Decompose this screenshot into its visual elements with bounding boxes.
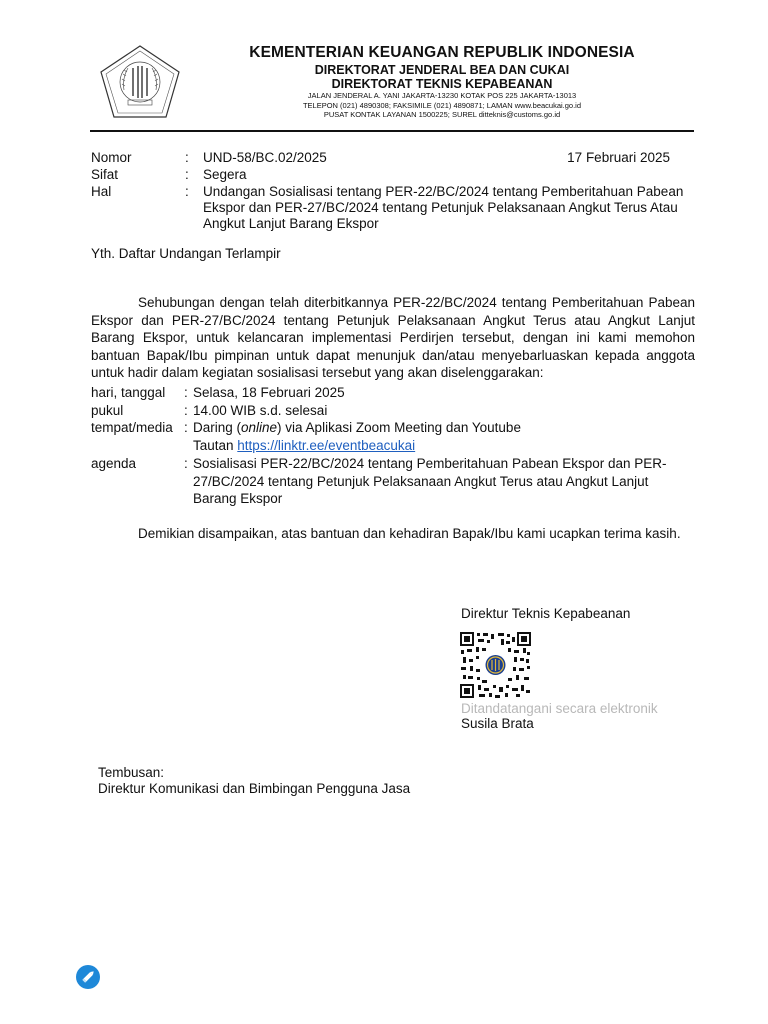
time-value: 14.00 WIB s.d. selesai bbox=[193, 403, 328, 418]
sifat-value: Segera bbox=[203, 167, 247, 182]
esign-note: Ditandatangani secara elektronik bbox=[461, 701, 658, 716]
letterhead bbox=[196, 44, 688, 120]
qr-code-icon bbox=[460, 632, 531, 698]
sifat-label: Sifat bbox=[91, 167, 119, 182]
directorate-general: DIREKTORAT JENDERAL BEA DAN CUKAI bbox=[314, 63, 570, 77]
place-suffix: ) via Aplikasi Zoom Meeting dan Youtube bbox=[277, 420, 521, 435]
link-prefix: Tautan bbox=[193, 438, 238, 453]
closing-paragraph: Demikian disampaikan, atas bantuan dan kehadiran Bapak/Ibu kami ucapkan terima kasih. bbox=[138, 526, 681, 541]
hal-label: Hal bbox=[91, 184, 112, 199]
colon: : bbox=[185, 167, 189, 182]
nomor-value: UND-58/BC.02/2025 bbox=[203, 150, 327, 165]
signatory-title: Direktur Teknis Kepabeanan bbox=[461, 606, 631, 621]
cc-section bbox=[98, 765, 410, 797]
ministry-emblem-icon bbox=[98, 44, 182, 120]
colon: : bbox=[184, 456, 188, 471]
nomor-label: Nomor bbox=[91, 150, 132, 165]
intro-paragraph: Sehubungan dengan telah diterbitkannya PER-22/BC/2024 tentang Pemberitahuan Pabean Ekspor dan PER-27/BC/2024 tentang Petunjuk Pelaksanaan Angkut Terus atau Angkut Lanjut Barang Ekspor, untuk kelancaran implementasi Perdirjen tersebut, dengan ini kami memohon bantuan Bapak/Ibu pimpinan untuk dapat menunjuk dan/atau menyebarluaskan kepada anggota untuk hadir dalam kegiatan sosialisasi tersebut yang akan diselenggarakan: bbox=[91, 295, 695, 380]
ministry-name: KEMENTERIAN KEUANGAN REPUBLIK INDONESIA bbox=[249, 44, 635, 61]
date-label: hari, tanggal bbox=[91, 385, 166, 400]
address: JALAN JENDERAL A. YANI JAKARTA-13230 KOTAK POS 225 JAKARTA-13013 bbox=[307, 91, 577, 100]
place-label: tempat/media bbox=[91, 420, 173, 435]
edit-pencil-icon[interactable] bbox=[76, 965, 100, 989]
cc-label: Tembusan: bbox=[98, 765, 165, 780]
colon: : bbox=[184, 403, 188, 418]
hal-value: Undangan Sosialisasi tentang PER-22/BC/2024 tentang Pemberitahuan Pabean Ekspor dan PER-27/BC/2024 tentang Petunjuk Pelaksanaan Angkut Terus Atau Angkut Lanjut Barang Ekspor bbox=[203, 184, 684, 231]
phone-line: TELEPON (021) 4890308; FAKSIMILE (021) 4890871; LAMAN www.beacukai.go.id bbox=[302, 100, 582, 110]
colon: : bbox=[184, 385, 188, 400]
link-line bbox=[193, 437, 693, 455]
colon: : bbox=[185, 150, 189, 165]
place-italic: online bbox=[241, 420, 278, 435]
letterhead-divider bbox=[90, 130, 694, 132]
event-link[interactable]: https://linktr.ee/eventbeacukai bbox=[237, 438, 416, 453]
cc-item: Direktur Komunikasi dan Bimbingan Pengguna Jasa bbox=[98, 781, 411, 796]
agenda-value: Sosialisasi PER-22/BC/2024 tentang Pemberitahuan Pabean Ekspor dan PER-27/BC/2024 tentang Petunjuk Pelaksanaan Angkut Terus atau Angkut Lanjut Barang Ekspor bbox=[193, 456, 667, 506]
colon: : bbox=[184, 420, 188, 435]
directorate: DIREKTORAT TEKNIS KEPABEANAN bbox=[331, 77, 553, 91]
time-label: pukul bbox=[91, 403, 124, 418]
place-prefix: Daring ( bbox=[193, 420, 242, 435]
date-value: Selasa, 18 Februari 2025 bbox=[193, 385, 345, 400]
contact-line: PUSAT KONTAK LAYANAN 1500225; SUREL ditteknis@customs.go.id bbox=[323, 110, 561, 119]
colon: : bbox=[185, 184, 189, 199]
signer-name: Susila Brata bbox=[461, 716, 534, 731]
agenda-label: agenda bbox=[91, 456, 137, 471]
place-value bbox=[193, 419, 693, 437]
recipient: Yth. Daftar Undangan Terlampir bbox=[91, 246, 281, 261]
letter-date: 17 Februari 2025 bbox=[567, 150, 670, 165]
